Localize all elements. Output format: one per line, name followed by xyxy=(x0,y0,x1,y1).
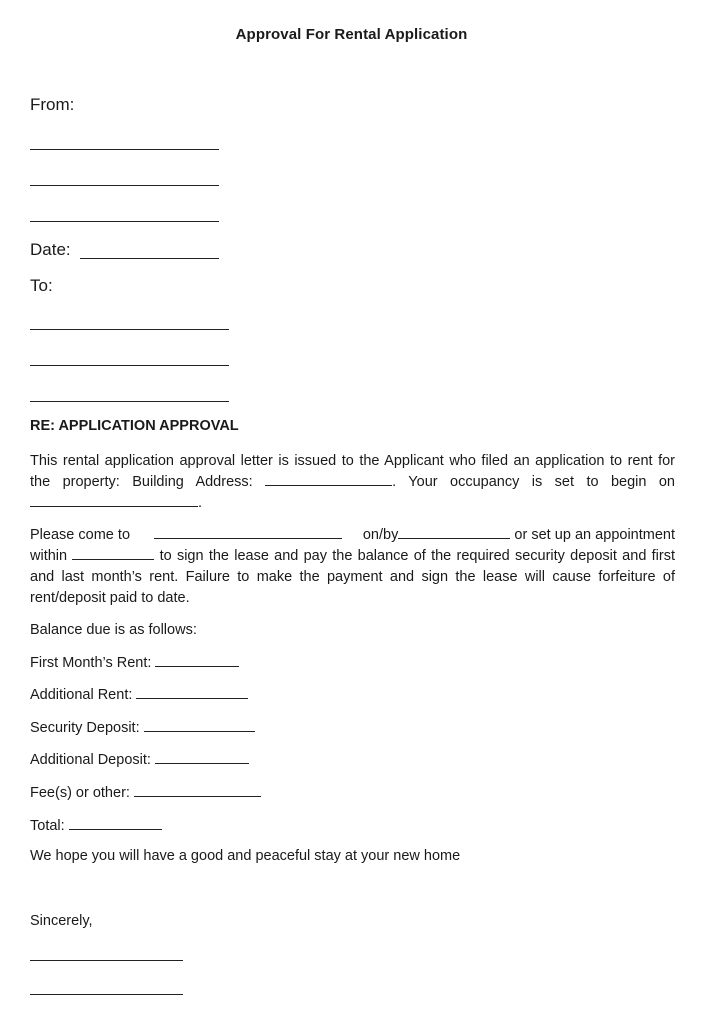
to-line-3[interactable] xyxy=(30,401,229,402)
appointment-window-line[interactable] xyxy=(72,547,154,560)
additional-deposit-line[interactable] xyxy=(155,751,249,764)
balance-item-label: Fee(s) or other: xyxy=(30,785,130,801)
closing-line: We hope you will have a good and peaceful stay at your new home xyxy=(30,848,461,864)
sign-off: Sincerely, xyxy=(30,913,93,929)
date-field xyxy=(30,240,71,260)
re-heading: RE: APPLICATION APPROVAL xyxy=(30,418,239,434)
from-line-2[interactable] xyxy=(30,185,219,186)
to-line-2[interactable] xyxy=(30,365,229,366)
from-line-3[interactable] xyxy=(30,221,219,222)
balance-item-security-deposit xyxy=(30,719,255,736)
building-address-line[interactable] xyxy=(265,473,392,486)
additional-rent-line[interactable] xyxy=(136,686,248,699)
signature-line-2[interactable] xyxy=(30,994,183,995)
balance-item-label: Additional Deposit: xyxy=(30,752,151,768)
balance-intro: Balance due is as follows: xyxy=(30,622,197,638)
location-line[interactable] xyxy=(154,526,342,539)
para2-text-b: on/by xyxy=(362,527,399,543)
balance-item-label: Total: xyxy=(30,818,65,834)
signature-line-1[interactable] xyxy=(30,960,183,961)
balance-item-additional-deposit xyxy=(30,751,249,768)
balance-item-total xyxy=(30,817,162,834)
para1-text-b: . Your occupancy is set to begin on xyxy=(392,474,675,490)
balance-item-label: First Month’s Rent: xyxy=(30,655,152,671)
para2-text-c: or set up an appointment within xyxy=(30,527,675,564)
document-title: Approval For Rental Application xyxy=(235,26,468,43)
para1-text-a: This rental application approval letter is issued to the Applicant who filed an application to rent for the property: Building Address: xyxy=(30,453,675,490)
para2-text-d: to sign the lease and pay the balance of the required security deposit and first and last month’s rent. Failure to make the payment and sign the lease will cause forfeiture of rent/deposit paid to date. xyxy=(30,548,675,606)
balance-item-first-month xyxy=(30,654,239,671)
to-label: To: xyxy=(30,276,53,295)
balance-item-label: Security Deposit: xyxy=(30,720,140,736)
balance-item-label: Additional Rent: xyxy=(30,687,133,703)
balance-item-fees xyxy=(30,784,261,801)
to-line-1[interactable] xyxy=(30,329,229,330)
balance-item-additional-rent xyxy=(30,686,248,703)
paragraph-instructions xyxy=(30,525,675,609)
deadline-line[interactable] xyxy=(398,526,510,539)
fees-line[interactable] xyxy=(134,784,261,797)
para1-text-c: . xyxy=(198,495,203,511)
paragraph-occupancy xyxy=(30,451,675,514)
from-label: From: xyxy=(30,95,75,114)
from-line-1[interactable] xyxy=(30,149,219,150)
first-month-rent-line[interactable] xyxy=(155,654,239,667)
para2-text-a: Please come to xyxy=(30,527,131,543)
security-deposit-line[interactable] xyxy=(144,719,255,732)
occupancy-date-line[interactable] xyxy=(30,494,198,507)
date-line[interactable] xyxy=(80,258,219,259)
date-label: Date: xyxy=(30,240,71,259)
total-line[interactable] xyxy=(69,817,162,830)
